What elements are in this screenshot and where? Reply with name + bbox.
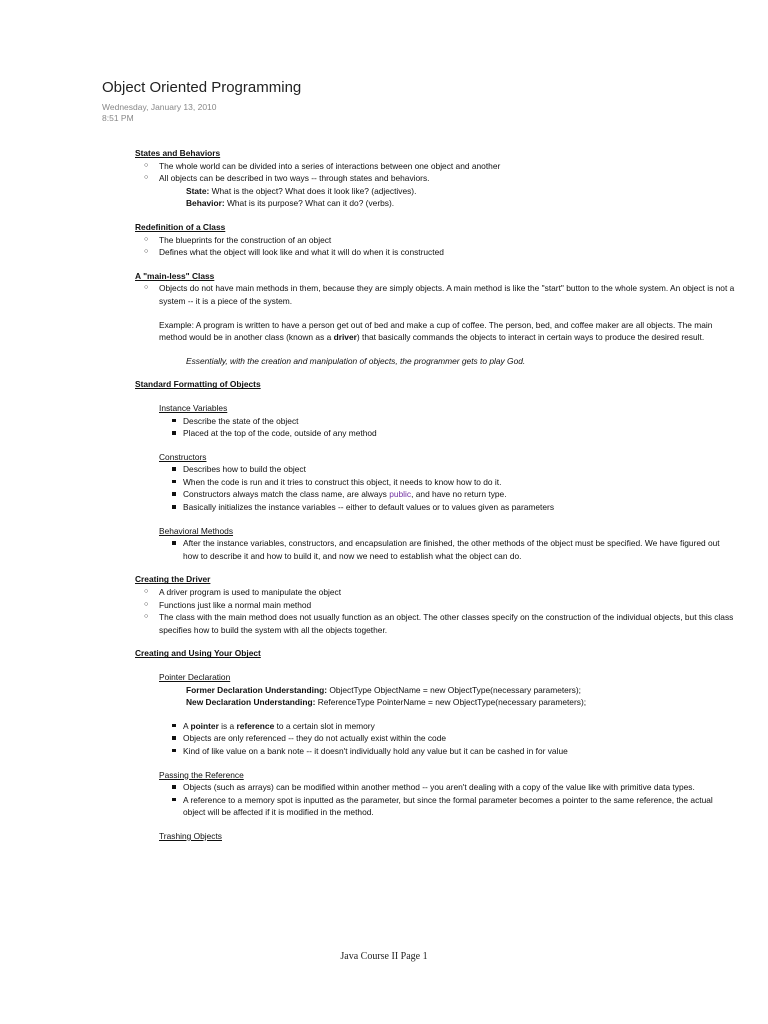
section-heading-driver: Creating the Driver [135, 574, 211, 585]
list-item [159, 488, 735, 501]
behavior-text: What is its purpose? What can it do? (verbs). [224, 198, 395, 209]
page-date [102, 102, 217, 124]
section-heading-states: States and Behaviors [135, 148, 221, 158]
behavior-definition [135, 197, 735, 210]
behavioral-list [159, 537, 735, 562]
redefinition-list [135, 234, 735, 259]
new-label: New Declaration Understanding: [186, 697, 316, 708]
former-declaration [135, 684, 735, 697]
list-item: ○ A driver program is used to manipulate the object [135, 586, 735, 599]
new-text: ReferenceType PointerName = new ObjectType(necessary parameters); [315, 697, 587, 708]
mainless-list [135, 282, 735, 307]
list-item: Describes how to build the object [159, 463, 735, 476]
pb1-c: to a certain slot in memory [274, 720, 375, 731]
page-date-text: Wednesday, January 13, 2010 [102, 102, 217, 112]
example-paragraph [135, 319, 735, 344]
former-label: Former Declaration Understanding: [186, 684, 328, 695]
passing-list [159, 781, 735, 819]
former-text: ObjectType ObjectName = new ObjectType(necessary parameters); [327, 684, 581, 695]
example-driver: driver [333, 332, 357, 343]
pointer-list [159, 720, 735, 758]
example-text-post: ) that basically commands the objects to interact in certain ways to produce the desired result. [356, 332, 705, 343]
subheading-trashing-objects: Trashing Objects [159, 830, 222, 841]
instance-list [159, 415, 735, 440]
list-item: Basically initializes the instance variables -- either to default values or to values given as parameters [159, 501, 735, 514]
list-item: When the code is run and it tries to construct this object, it needs to know how to do it. [159, 476, 735, 489]
reference-term: reference [236, 720, 275, 731]
constructor-list [159, 463, 735, 513]
page-footer: Java Course II Page 1 [340, 951, 428, 962]
pb1-a: A [183, 720, 191, 731]
subheading-passing-reference: Passing the Reference [159, 769, 244, 780]
page-time-text: 8:51 PM [102, 113, 134, 123]
ctor-text-pre: Constructors always match the class name, are always [183, 489, 390, 500]
list-item: A reference to a memory spot is inputted as the parameter, but since the formal parameter becomes a pointer to the same reference, the actual object will be affected if it is modified in the method. [159, 794, 735, 819]
state-definition [135, 185, 735, 198]
state-text: What is the object? What does it look like? (adjectives). [209, 185, 417, 196]
subheading-constructors: Constructors [159, 451, 207, 462]
list-item: ○ Defines what the object will look like and what it will do when it is constructed [135, 246, 735, 259]
list-item: Describe the state of the object [159, 415, 735, 428]
driver-list [135, 586, 735, 636]
states-list [135, 160, 735, 185]
list-item: After the instance variables, constructors, and encapsulation are finished, the other methods of the object must be specified. We have figured out how to describe it and how to build it, and now we need to establish what the object can do. [159, 537, 735, 562]
list-item: ○ The class with the main method does not usually function as an object. The other classes specify on the construction of the individual objects, but this class specifies how to build the system with all the objects together. [135, 611, 735, 636]
behavior-label: Behavior: [186, 198, 225, 209]
example-text-pre: Example: A program is written to have a person get out of bed and make a cup of coffee. The person, bed, and coffee maker are all objects. The main method would be in another class (known as a [159, 319, 713, 343]
state-label: State: [186, 185, 210, 196]
public-keyword: public [389, 489, 412, 500]
section-heading-mainless: A "main-less" Class [135, 270, 215, 281]
page-content [135, 147, 735, 843]
new-declaration [135, 696, 735, 709]
list-item: ○ All objects can be described in two ways -- through states and behaviors. [135, 172, 735, 185]
section-heading-using: Creating and Using Your Object [135, 648, 261, 659]
list-item: Objects (such as arrays) can be modified within another method -- you aren't dealing with a copy of the value like with primitive data types. [159, 781, 735, 794]
list-item: ○ Functions just like a normal main method [135, 599, 735, 612]
pointer-term: pointer [190, 720, 219, 731]
list-item [159, 720, 735, 733]
list-item: ○ The whole world can be divided into a series of interactions between one object and another [135, 160, 735, 173]
section-heading-redefinition: Redefinition of a Class [135, 221, 226, 232]
subheading-instance-variables: Instance Variables [159, 402, 228, 413]
list-item: ○ Objects do not have main methods in them, because they are simply objects. A main method is like the "start" button to the whole system. An object is not a system -- it is a piece of the system. [135, 282, 735, 307]
pb1-b: is a [218, 720, 237, 731]
subheading-behavioral-methods: Behavioral Methods [159, 525, 234, 536]
list-item: Objects are only referenced -- they do not actually exist within the code [159, 732, 735, 745]
list-item: ○ The blueprints for the construction of an object [135, 234, 735, 247]
ctor-text-post: , and have no return type. [411, 489, 507, 500]
subheading-pointer-declaration: Pointer Declaration [159, 672, 231, 682]
list-item: Kind of like value on a bank note -- it doesn't individually hold any value but it can be cashed in for value [159, 745, 735, 758]
section-heading-formatting: Standard Formatting of Objects [135, 379, 261, 390]
list-item: Placed at the top of the code, outside of any method [159, 427, 735, 440]
italic-note: Essentially, with the creation and manipulation of objects, the programmer gets to play God. [186, 355, 526, 366]
page-title: Object Oriented Programming [102, 79, 302, 96]
